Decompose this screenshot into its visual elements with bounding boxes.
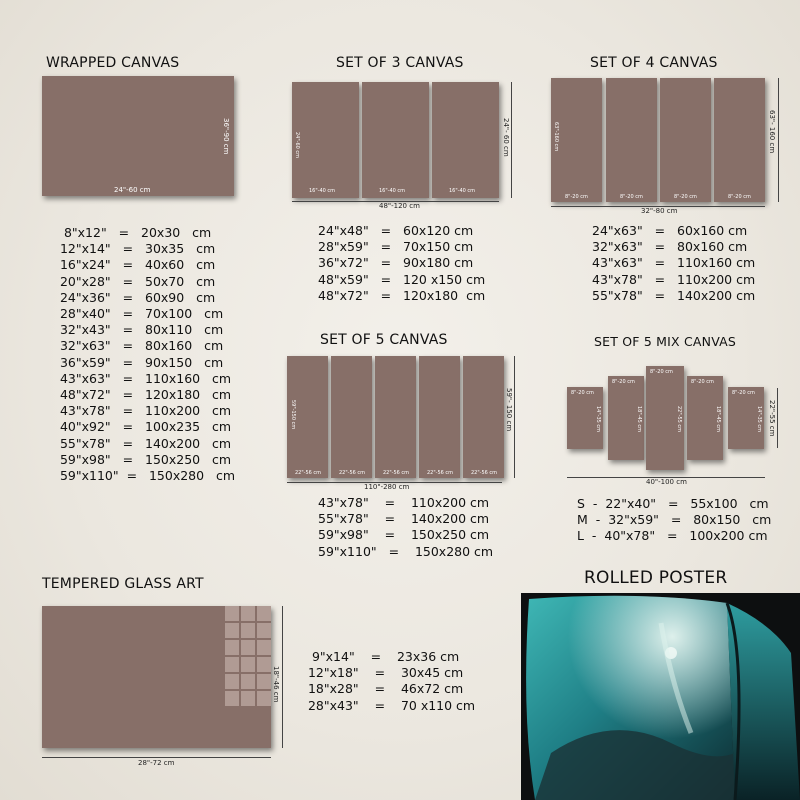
size-row: 36"x72" = 90x180 cm: [318, 255, 474, 271]
set5-panel-3: [375, 356, 416, 478]
panel-height-label: 18"-45 cm: [715, 406, 721, 433]
panel-width-label: 22"-56 cm: [383, 470, 410, 476]
wrapped-size-list: [56, 225, 235, 484]
poster-title: ROLLED POSTER: [584, 568, 728, 588]
size-row: 55"x78" = 140x200 cm: [318, 511, 490, 527]
set4-panel-1: [551, 78, 602, 202]
size-row: 32"x63" = 80x160 cm: [56, 338, 224, 354]
set5-height-line: [514, 356, 515, 478]
size-row: M - 32"x59" = 80x150 cm: [577, 512, 772, 528]
size-row: 24"x63" = 60x160 cm: [592, 223, 748, 238]
size-row: 16"x24" = 40x60 cm: [56, 257, 216, 273]
mix-size-list: [577, 496, 771, 545]
wrapped-height-label: 36"-90 cm: [222, 118, 230, 155]
size-row: 28"x43" = 70 x110 cm: [304, 697, 476, 713]
size-row: 9"x14" = 23x36 cm: [304, 649, 460, 664]
mix-title: SET OF 5 MIX CANVAS: [594, 334, 737, 349]
size-row: 48"x72" = 120x180 cm: [318, 287, 486, 303]
set4-height-label: 63"- 160 cm: [768, 110, 776, 154]
wrapped-width-label: 24"-60 cm: [114, 186, 151, 194]
size-row: 24"x48" = 60x120 cm: [318, 223, 474, 238]
set5-total-width: 110"-280 cm: [364, 483, 410, 491]
panel-width-label: 8"-20 cm: [612, 379, 635, 385]
size-row: 55"x78" = 140x200 cm: [592, 287, 756, 303]
set5-height-label: 59"- 150 cm: [505, 388, 513, 432]
panel-width-label: 8"-20 cm: [650, 369, 673, 375]
size-row: S - 22"x40" = 55x100 cm: [577, 496, 769, 511]
mix-panel-4: [687, 376, 723, 460]
mix-panel-1: [567, 387, 603, 449]
set3-height-line: [511, 82, 512, 198]
poster-art: [521, 593, 800, 800]
size-row: 8"x12" = 20x30 cm: [56, 225, 212, 240]
size-row: 28"x40" = 70x100 cm: [56, 306, 224, 322]
size-row: 32"x63" = 80x160 cm: [592, 239, 748, 255]
panel-height-label: 22"-55 cm: [676, 406, 682, 433]
size-row: 43"x78" = 110x200 cm: [592, 271, 756, 287]
panel-width-label: 22"-56 cm: [339, 470, 366, 476]
panel-width-label: 8"-20 cm: [732, 390, 755, 396]
panel-width-label: 22"-56 cm: [295, 470, 322, 476]
mix-height-line: [777, 388, 778, 448]
panel-width-label: 22"-56 cm: [471, 470, 498, 476]
glass-title: TEMPERED GLASS ART: [42, 576, 204, 592]
set3-panel-3: [432, 82, 499, 198]
glass-reflection: [225, 606, 271, 706]
size-row: 12"x18" = 30x45 cm: [304, 665, 464, 681]
size-row: 59"x110" = 150x280 cm: [318, 543, 494, 559]
panel-height-label: 24"-60 cm: [294, 132, 300, 159]
set4-panel-4: [714, 78, 765, 202]
set3-panel-2: [362, 82, 429, 198]
size-row: 40"x92" = 100x235 cm: [56, 419, 232, 435]
size-row: 24"x36" = 60x90 cm: [56, 289, 216, 305]
size-row: 20"x28" = 50x70 cm: [56, 273, 216, 289]
set3-panel-1: [292, 82, 359, 198]
set4-panel-3: [660, 78, 711, 202]
panel-width-label: 22"-56 cm: [427, 470, 454, 476]
set5-panel-4: [419, 356, 460, 478]
set3-height-label: 24"- 60 cm: [502, 118, 510, 157]
size-row: 28"x59" = 70x150 cm: [318, 239, 474, 255]
mix-total-width: 40"-100 cm: [646, 478, 687, 486]
set3-title: SET OF 3 CANVAS: [336, 55, 464, 71]
set5-panel-1: [287, 356, 328, 478]
size-row: 36"x59" = 90x150 cm: [56, 354, 224, 370]
set5-size-list: [318, 495, 493, 560]
panel-width-label: 8"-20 cm: [728, 194, 751, 200]
size-row: 12"x14" = 30x35 cm: [56, 241, 216, 257]
size-row: 59"x98" = 150x250 cm: [56, 451, 232, 467]
panel-width-label: 16"-40 cm: [449, 188, 476, 194]
set5-panel-5: [463, 356, 504, 478]
set5-title: SET OF 5 CANVAS: [320, 332, 448, 348]
panel-width-label: 8"-20 cm: [565, 194, 588, 200]
panel-width-label: 8"-20 cm: [620, 194, 643, 200]
set4-panel-2: [606, 78, 657, 202]
mix-panel-2: [608, 376, 644, 460]
mix-height-label: 22"-55 cm: [768, 400, 776, 437]
panel-height-label: 14"-35 cm: [756, 406, 762, 433]
panel-height-label: 14"-35 cm: [595, 406, 601, 433]
size-row: L - 40"x78" = 100x200 cm: [577, 528, 768, 544]
set5-panel-2: [331, 356, 372, 478]
set4-size-list: [592, 223, 755, 304]
size-row: 18"x28" = 46x72 cm: [304, 681, 464, 697]
wrapped-canvas-title: WRAPPED CANVAS: [46, 55, 180, 71]
panel-width-label: 8"-20 cm: [691, 379, 714, 385]
panel-width-label: 16"-40 cm: [379, 188, 406, 194]
mix-panel-5: [728, 387, 764, 449]
mix-panel-3: [646, 366, 684, 470]
glass-panel: [42, 606, 271, 748]
panel-width-label: 8"-20 cm: [674, 194, 697, 200]
size-row: 59"x98" = 150x250 cm: [318, 527, 490, 543]
rolled-poster-image: [521, 593, 800, 800]
size-row: 48"x72" = 120x180 cm: [56, 387, 232, 403]
size-row: 43"x63" = 110x160 cm: [56, 370, 232, 386]
size-row: 43"x63" = 110x160 cm: [592, 255, 756, 271]
glass-size-list: [304, 649, 475, 714]
set4-total-width: 32"-80 cm: [641, 207, 678, 215]
set4-height-line: [778, 78, 779, 202]
size-row: 48"x59" = 120 x150 cm: [318, 271, 486, 287]
size-row: 32"x43" = 80x110 cm: [56, 322, 224, 338]
set4-title: SET OF 4 CANVAS: [590, 55, 718, 71]
size-row: 43"x78" = 110x200 cm: [318, 495, 490, 510]
glass-width-label: 28"-72 cm: [138, 759, 175, 767]
size-row: 55"x78" = 140x200 cm: [56, 435, 232, 451]
glass-height-line: [282, 606, 283, 748]
size-row: 43"x78" = 110x200 cm: [56, 403, 232, 419]
panel-width-label: 16"-40 cm: [309, 188, 336, 194]
panel-height-label: 18"-45 cm: [636, 406, 642, 433]
panel-width-label: 8"-20 cm: [571, 390, 594, 396]
panel-height-label: 63"-160 cm: [553, 122, 559, 152]
size-row: 59"x110" = 150x280 cm: [56, 468, 236, 484]
glass-height-label: 18"-46 cm: [272, 666, 280, 703]
wrapped-canvas-panel: [42, 76, 234, 196]
set3-size-list: [318, 223, 485, 304]
panel-height-label: 59"-150 cm: [290, 400, 296, 430]
glass-width-line: [42, 757, 271, 758]
set3-total-width: 48"-120 cm: [379, 202, 420, 210]
